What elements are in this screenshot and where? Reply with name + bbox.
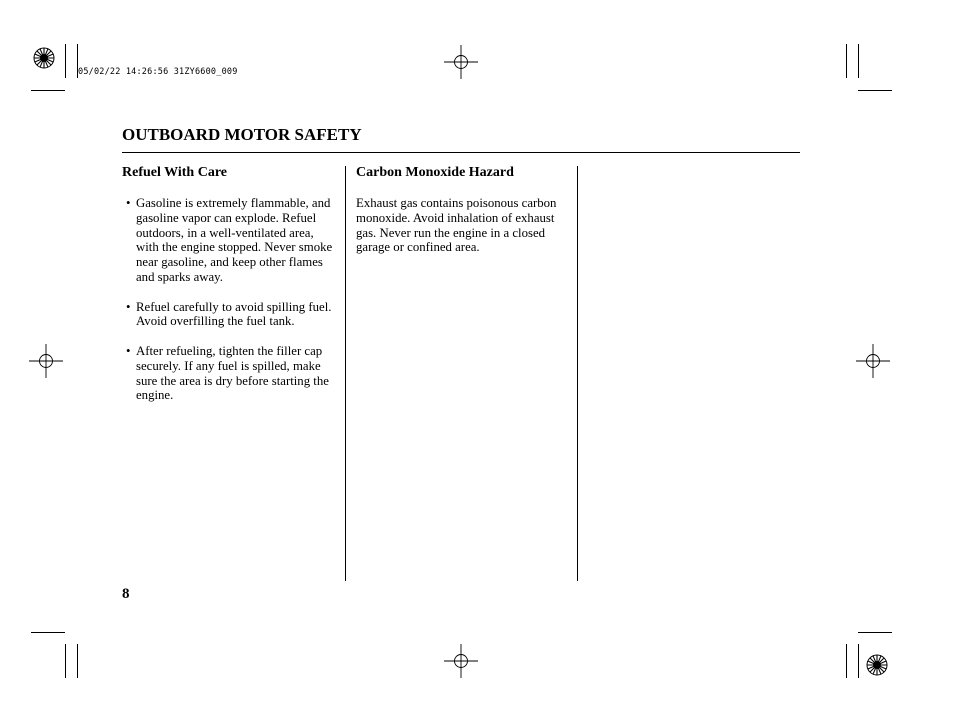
- title-rule: [122, 152, 800, 153]
- crop-mark-line: [846, 644, 847, 678]
- registration-starburst-icon: [865, 653, 889, 677]
- crop-mark-line: [858, 632, 892, 633]
- registration-crosshair-icon: [856, 344, 890, 378]
- refuel-bullet-list: [122, 196, 334, 403]
- list-item: [122, 196, 334, 285]
- bullet-icon: •: [126, 343, 131, 358]
- registration-crosshair-icon: [444, 45, 478, 79]
- registration-crosshair-icon: [29, 344, 63, 378]
- crop-mark-line: [846, 44, 847, 78]
- registration-crosshair-icon: [444, 644, 478, 678]
- section-title: OUTBOARD MOTOR SAFETY: [122, 125, 362, 144]
- crop-mark-line: [858, 644, 859, 678]
- crop-mark-line: [858, 44, 859, 78]
- print-timestamp: 05/02/22 14:26:56 31ZY6600_009: [78, 67, 238, 77]
- crop-mark-line: [858, 90, 892, 91]
- bullet-icon: •: [126, 196, 131, 210]
- crop-mark-line: [65, 644, 66, 678]
- crop-mark-line: [77, 644, 78, 678]
- column-separator: [345, 166, 346, 581]
- crop-mark-line: [31, 90, 65, 91]
- bullet-text: Refuel carefully to avoid spilling fuel. Avoid overfilling the fuel tank.: [136, 299, 332, 329]
- registration-starburst-icon: [32, 46, 56, 70]
- crop-mark-line: [65, 44, 66, 78]
- refuel-heading: Refuel With Care: [122, 165, 227, 180]
- bullet-icon: •: [126, 299, 131, 314]
- refuel-section: [122, 164, 334, 418]
- list-item: [122, 300, 334, 330]
- carbon-monoxide-heading: Carbon Monoxide Hazard: [356, 165, 514, 180]
- carbon-monoxide-section: [356, 164, 568, 255]
- list-item: [122, 344, 334, 403]
- crop-mark-line: [31, 632, 65, 633]
- bullet-text: Gasoline is extremely flammable, and gasoline vapor can explode. Refuel outdoors, in a well-ventilated area, with the engine stopped. Never smoke near gasoline, and keep other flames and sparks away.: [136, 196, 333, 284]
- bullet-text: After refueling, tighten the filler cap securely. If any fuel is spilled, make sure the area is dry before starting the engine.: [136, 343, 329, 403]
- page-number: 8: [122, 586, 130, 602]
- column-separator: [577, 166, 578, 581]
- carbon-monoxide-text: Exhaust gas contains poisonous carbon monoxide. Avoid inhalation of exhaust gas. Never run the engine in a closed garage or confined area.: [356, 196, 557, 255]
